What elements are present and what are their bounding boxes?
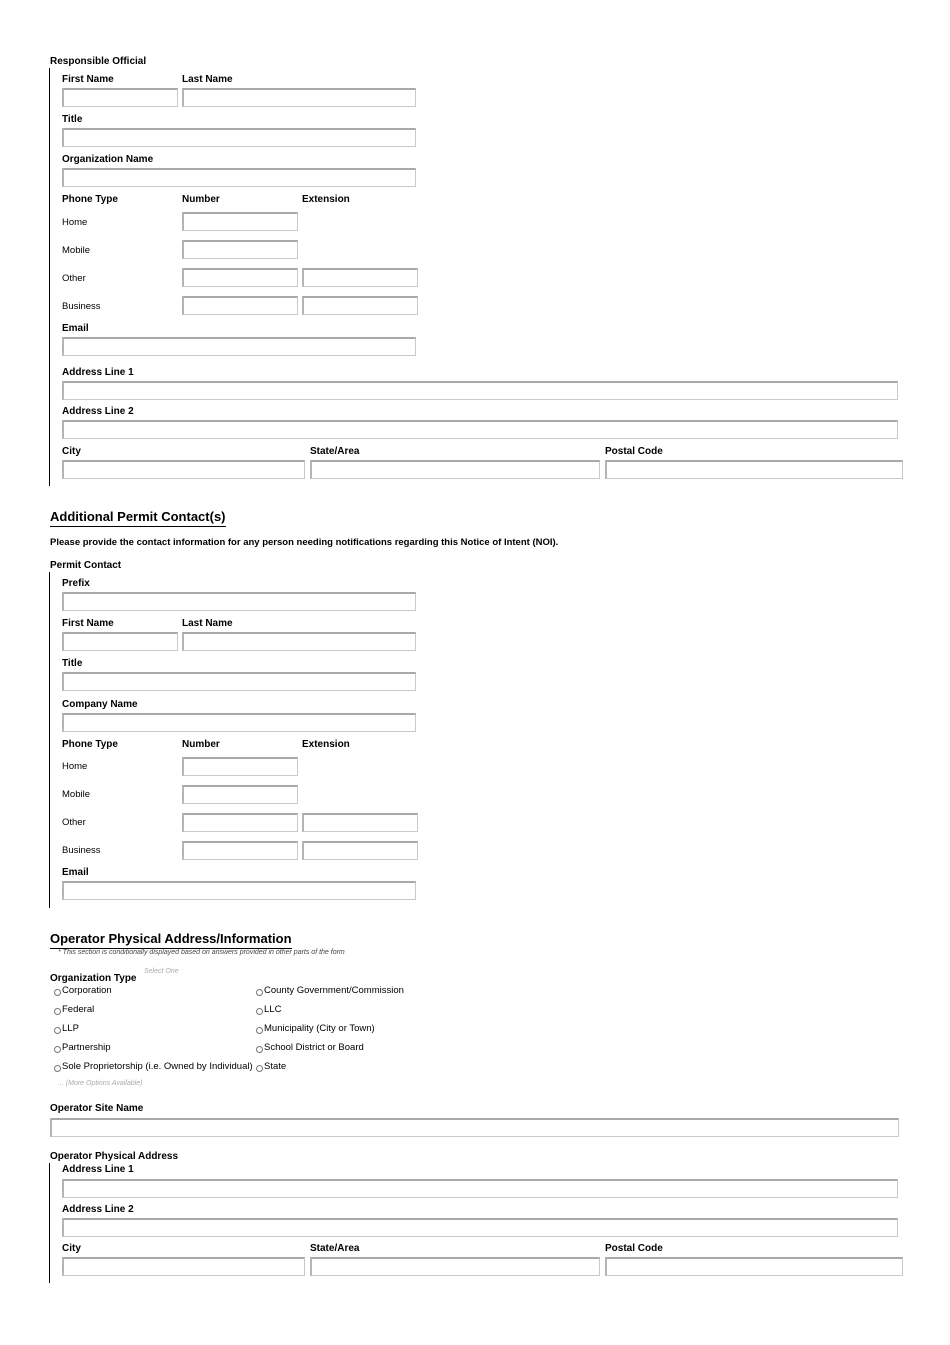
address-line-1-label: Address Line 1	[62, 367, 134, 378]
number-label: Number	[182, 194, 220, 205]
section-divider-line	[49, 572, 50, 908]
phone-type-label: Phone Type	[62, 739, 118, 750]
radio-partnership[interactable]	[54, 1046, 61, 1053]
op-address-line-2-input[interactable]	[62, 1218, 898, 1237]
radio-sole-proprietorship[interactable]	[54, 1065, 61, 1072]
postal-code-label: Postal Code	[605, 1243, 663, 1254]
phone-home-label: Home	[62, 217, 88, 228]
pc-other-number-input[interactable]	[182, 813, 298, 832]
pc-other-extension-input[interactable]	[302, 813, 418, 832]
extension-label: Extension	[302, 739, 350, 750]
op-state-input[interactable]	[310, 1257, 600, 1276]
more-options-hint: ... (More Options Available)	[58, 1080, 143, 1087]
ro-city-input[interactable]	[62, 460, 305, 479]
first-name-label: First Name	[62, 618, 114, 629]
pc-first-name-input[interactable]	[62, 632, 178, 651]
option-llc-label: LLC	[264, 1004, 282, 1015]
conditional-note: * This section is conditionally displayed based on answers provided in other parts of the form	[58, 949, 345, 956]
extension-label: Extension	[302, 194, 350, 205]
phone-other-label: Other	[62, 817, 86, 828]
state-area-label: State/Area	[310, 446, 360, 457]
company-name-label: Company Name	[62, 699, 138, 710]
select-one-hint: Select One	[143, 968, 179, 975]
ro-state-input[interactable]	[310, 460, 600, 479]
first-name-label: First Name	[62, 74, 114, 85]
section-divider-line	[49, 1163, 50, 1283]
operator-site-name-input[interactable]	[50, 1118, 899, 1137]
last-name-label: Last Name	[182, 74, 233, 85]
ro-business-number-input[interactable]	[182, 296, 298, 315]
phone-home-label: Home	[62, 761, 88, 772]
postal-code-label: Postal Code	[605, 446, 663, 457]
operator-physical-address-label: Operator Physical Address	[50, 1151, 179, 1162]
permit-contact-heading: Permit Contact	[50, 560, 122, 571]
radio-municipality[interactable]	[256, 1027, 263, 1034]
responsible-official-heading: Responsible Official	[50, 56, 147, 67]
operator-site-name-label: Operator Site Name	[50, 1103, 144, 1114]
operator-heading: Operator Physical Address/Information	[50, 931, 292, 949]
radio-state[interactable]	[256, 1065, 263, 1072]
pc-mobile-number-input[interactable]	[182, 785, 298, 804]
address-line-1-label: Address Line 1	[62, 1164, 134, 1175]
ro-organization-name-input[interactable]	[62, 168, 416, 187]
ro-other-extension-input[interactable]	[302, 268, 418, 287]
pc-company-name-input[interactable]	[62, 713, 416, 732]
pc-prefix-input[interactable]	[62, 592, 416, 611]
organization-name-label: Organization Name	[62, 154, 154, 165]
section-divider-line	[49, 68, 50, 486]
city-label: City	[62, 1243, 81, 1254]
additional-contacts-instruction: Please provide the contact information for any person needing notifications regarding this Notice of Intent (NOI).	[50, 537, 559, 548]
ro-last-name-input[interactable]	[182, 88, 416, 107]
option-corporation-label: Corporation	[62, 985, 112, 996]
phone-type-label: Phone Type	[62, 194, 118, 205]
pc-title-input[interactable]	[62, 672, 416, 691]
pc-email-input[interactable]	[62, 881, 416, 900]
address-line-2-label: Address Line 2	[62, 406, 134, 417]
state-area-label: State/Area	[310, 1243, 360, 1254]
ro-postal-code-input[interactable]	[605, 460, 903, 479]
op-postal-code-input[interactable]	[605, 1257, 903, 1276]
option-municipality-label: Municipality (City or Town)	[264, 1023, 375, 1034]
title-label: Title	[62, 658, 83, 669]
radio-corporation[interactable]	[54, 989, 61, 996]
option-county-government-label: County Government/Commission	[264, 985, 404, 996]
additional-contacts-heading: Additional Permit Contact(s)	[50, 509, 226, 527]
organization-type-row	[50, 968, 179, 986]
option-sole-proprietorship-label: Sole Proprietorship (i.e. Owned by Individual)	[62, 1061, 253, 1072]
ro-address-line-2-input[interactable]	[62, 420, 898, 439]
option-state-label: State	[264, 1061, 287, 1072]
radio-school-district[interactable]	[256, 1046, 263, 1053]
email-label: Email	[62, 867, 89, 878]
phone-business-label: Business	[62, 845, 101, 856]
ro-first-name-input[interactable]	[62, 88, 178, 107]
radio-county-government[interactable]	[256, 989, 263, 996]
pc-business-extension-input[interactable]	[302, 841, 418, 860]
ro-mobile-number-input[interactable]	[182, 240, 298, 259]
ro-email-input[interactable]	[62, 337, 416, 356]
radio-llp[interactable]	[54, 1027, 61, 1034]
phone-business-label: Business	[62, 301, 101, 312]
option-llp-label: LLP	[62, 1023, 79, 1034]
op-city-input[interactable]	[62, 1257, 305, 1276]
radio-llc[interactable]	[256, 1008, 263, 1015]
option-partnership-label: Partnership	[62, 1042, 111, 1053]
ro-title-input[interactable]	[62, 128, 416, 147]
address-line-2-label: Address Line 2	[62, 1204, 134, 1215]
pc-business-number-input[interactable]	[182, 841, 298, 860]
ro-home-number-input[interactable]	[182, 212, 298, 231]
radio-federal[interactable]	[54, 1008, 61, 1015]
last-name-label: Last Name	[182, 618, 233, 629]
pc-home-number-input[interactable]	[182, 757, 298, 776]
city-label: City	[62, 446, 81, 457]
ro-business-extension-input[interactable]	[302, 296, 418, 315]
organization-type-label: Organization Type	[50, 973, 137, 984]
number-label: Number	[182, 739, 220, 750]
option-federal-label: Federal	[62, 1004, 95, 1015]
ro-address-line-1-input[interactable]	[62, 381, 898, 400]
phone-mobile-label: Mobile	[62, 245, 90, 256]
phone-mobile-label: Mobile	[62, 789, 90, 800]
title-label: Title	[62, 114, 83, 125]
option-school-district-label: School District or Board	[264, 1042, 364, 1053]
phone-other-label: Other	[62, 273, 86, 284]
email-label: Email	[62, 323, 89, 334]
pc-last-name-input[interactable]	[182, 632, 416, 651]
ro-other-number-input[interactable]	[182, 268, 298, 287]
prefix-label: Prefix	[62, 578, 90, 589]
op-address-line-1-input[interactable]	[62, 1179, 898, 1198]
